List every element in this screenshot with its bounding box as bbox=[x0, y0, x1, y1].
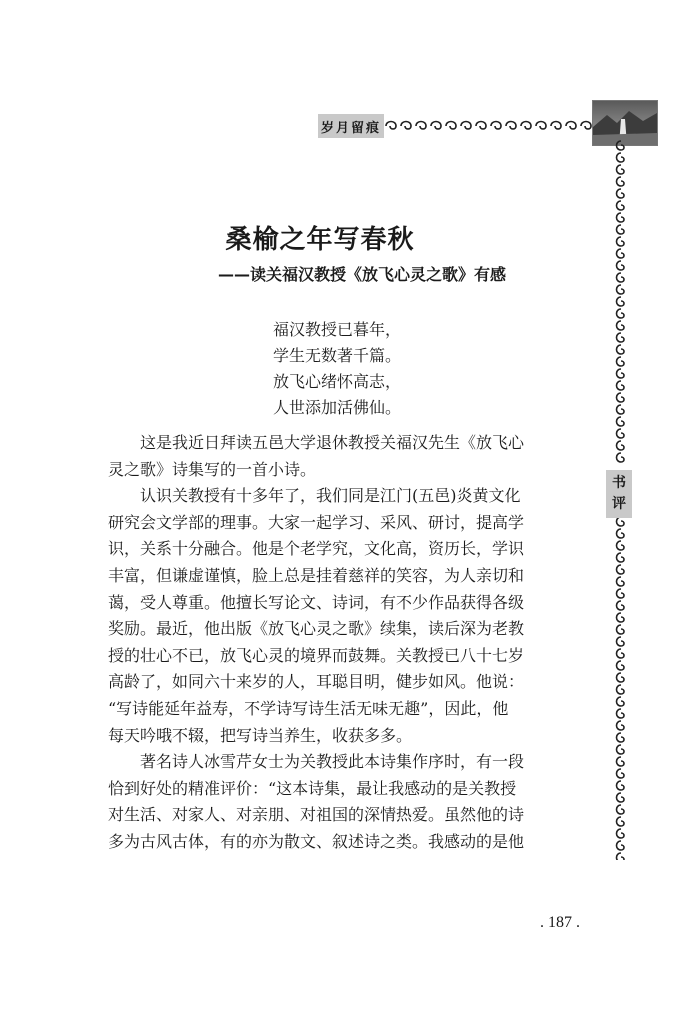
scroll-ornament bbox=[617, 685, 625, 694]
scroll-ornament bbox=[617, 273, 625, 282]
body-line: 研究会文学部的理事。大家一起学习、采风、研讨，提高学 bbox=[108, 512, 525, 532]
scroll-ornament bbox=[617, 589, 625, 598]
scroll-ornament bbox=[617, 841, 625, 850]
scroll-ornament bbox=[617, 661, 625, 670]
scroll-ornament bbox=[617, 529, 625, 538]
scroll-ornament bbox=[617, 565, 625, 574]
header-ornament bbox=[384, 116, 594, 136]
scroll-ornament bbox=[617, 733, 625, 742]
scroll-ornament bbox=[617, 321, 625, 330]
scroll-ornament bbox=[617, 237, 625, 246]
scroll-ornament bbox=[617, 709, 625, 718]
scroll-ornament bbox=[401, 122, 411, 130]
body-line: 高龄了，如同六十来岁的人，耳聪目明，健步如风。他说： bbox=[108, 672, 525, 692]
scroll-ornament bbox=[617, 249, 625, 258]
poem-line: 人世添加活佛仙。 bbox=[273, 398, 402, 417]
scroll-ornament bbox=[617, 141, 625, 150]
scroll-ornament bbox=[617, 541, 625, 550]
scroll-ornament bbox=[617, 369, 625, 378]
scroll-ornament bbox=[617, 441, 625, 450]
scroll-ornament bbox=[617, 805, 625, 814]
scroll-ornament bbox=[476, 122, 486, 130]
section-label: 岁月留痕 bbox=[318, 114, 384, 138]
poem bbox=[273, 317, 401, 421]
article-title: 桑榆之年写春秋 bbox=[225, 225, 415, 255]
side-tab-char-1: 书 bbox=[612, 475, 626, 491]
scroll-ornament bbox=[617, 853, 625, 860]
article-body bbox=[108, 430, 600, 856]
scroll-ornament bbox=[581, 122, 591, 130]
scroll-ornament bbox=[617, 333, 625, 342]
body-line: 授的壮心不已，放飞心灵的境界而鼓舞。关教授已八十七岁 bbox=[108, 645, 525, 665]
scroll-ornament bbox=[416, 122, 426, 130]
scroll-ornament bbox=[506, 122, 516, 130]
body-line: 灵之歌》诗集写的一首小诗。 bbox=[108, 459, 317, 479]
scroll-ornament bbox=[617, 517, 625, 526]
scroll-ornament bbox=[617, 673, 625, 682]
scroll-ornament bbox=[617, 309, 625, 318]
scroll-ornament bbox=[617, 577, 625, 586]
body-line: 恰到好处的精准评价：“这本诗集，最让我感动的是关教授 bbox=[108, 778, 517, 798]
scroll-ornament bbox=[617, 153, 625, 162]
scroll-ornament bbox=[617, 345, 625, 354]
scroll-ornament bbox=[617, 721, 625, 730]
body-line: 丰富，但谦虚谨慎，脸上总是挂着慈祥的笑容，为人亲切和 bbox=[108, 565, 525, 585]
scroll-ornament bbox=[521, 122, 531, 130]
scroll-ornament bbox=[617, 817, 625, 826]
scroll-ornament bbox=[617, 177, 625, 186]
scroll-ornament bbox=[551, 122, 561, 130]
scroll-ornament bbox=[617, 225, 625, 234]
scroll-ornament bbox=[617, 189, 625, 198]
scroll-ornament bbox=[617, 261, 625, 270]
body-line: 认识关教授有十多年了，我们同是江门(五邑)炎黄文化 bbox=[140, 486, 521, 506]
body-line: 对生活、对家人、对亲朋、对祖国的深情热爱。虽然他的诗 bbox=[108, 805, 525, 825]
body-line: 识，关系十分融合。他是个老学究，文化高，资历长，学识 bbox=[108, 539, 525, 559]
body-line: 这是我近日拜读五邑大学退休教授关福汉先生《放飞心 bbox=[140, 433, 525, 452]
scroll-ornament bbox=[617, 697, 625, 706]
body-line: 蔼，受人尊重。他擅长写论文、诗词，有不少作品获得各级 bbox=[108, 592, 525, 612]
scroll-ornament bbox=[386, 122, 396, 130]
scroll-ornament bbox=[617, 405, 625, 414]
poem-line: 放飞心绪怀高志， bbox=[273, 372, 402, 391]
page-number: . 187 . bbox=[540, 914, 580, 931]
body-line: 奖励。最近，他出版《放飞心灵之歌》续集，读后深为老教 bbox=[108, 619, 525, 639]
scroll-ornament bbox=[617, 381, 625, 390]
scroll-ornament bbox=[431, 122, 441, 130]
scroll-ornament bbox=[617, 637, 625, 646]
scroll-ornament bbox=[617, 453, 625, 462]
scroll-ornament bbox=[617, 429, 625, 438]
scroll-ornament bbox=[617, 625, 625, 634]
scroll-ornament bbox=[617, 829, 625, 838]
scroll-ornament bbox=[617, 793, 625, 802]
poem-line: 福汉教授已暮年， bbox=[273, 320, 402, 339]
side-tab-char-2: 评 bbox=[612, 496, 626, 512]
scroll-ornament bbox=[617, 201, 625, 210]
body-line: 著名诗人冰雪芹女士为关教授此本诗集作序时，有一段 bbox=[140, 752, 525, 772]
body-line: 多为古风古体，有的亦为散文、叙述诗之类。我感动的是他 bbox=[108, 831, 525, 851]
poem-line: 学生无数著千篇。 bbox=[273, 346, 402, 365]
scroll-ornament bbox=[446, 122, 456, 130]
scroll-ornament bbox=[617, 745, 625, 754]
article-subtitle: ——读关福汉教授《放飞心灵之歌》有感 bbox=[218, 265, 507, 284]
scroll-ornament bbox=[491, 122, 501, 130]
body-line: “写诗能延年益寿，不学诗写诗生活无味无趣”，因此，他 bbox=[108, 698, 509, 718]
scroll-ornament bbox=[617, 649, 625, 658]
scroll-ornament bbox=[536, 122, 546, 130]
scroll-ornament bbox=[617, 553, 625, 562]
landscape-image bbox=[593, 101, 657, 145]
scroll-ornament bbox=[566, 122, 576, 130]
scroll-ornament bbox=[617, 781, 625, 790]
scroll-ornament bbox=[617, 769, 625, 778]
scroll-ornament bbox=[617, 357, 625, 366]
scroll-ornament bbox=[617, 165, 625, 174]
scroll-ornament bbox=[617, 393, 625, 402]
scroll-ornament bbox=[617, 613, 625, 622]
scroll-ornament bbox=[617, 297, 625, 306]
scroll-ornament bbox=[617, 417, 625, 426]
body-line: 每天吟哦不辍，把写诗当养生，收获多多。 bbox=[108, 725, 413, 745]
scroll-ornament bbox=[617, 213, 625, 222]
scroll-ornament bbox=[617, 757, 625, 766]
scroll-ornament bbox=[617, 285, 625, 294]
side-tab-book-review bbox=[606, 470, 632, 518]
scroll-ornament bbox=[461, 122, 471, 130]
scroll-ornament bbox=[617, 601, 625, 610]
